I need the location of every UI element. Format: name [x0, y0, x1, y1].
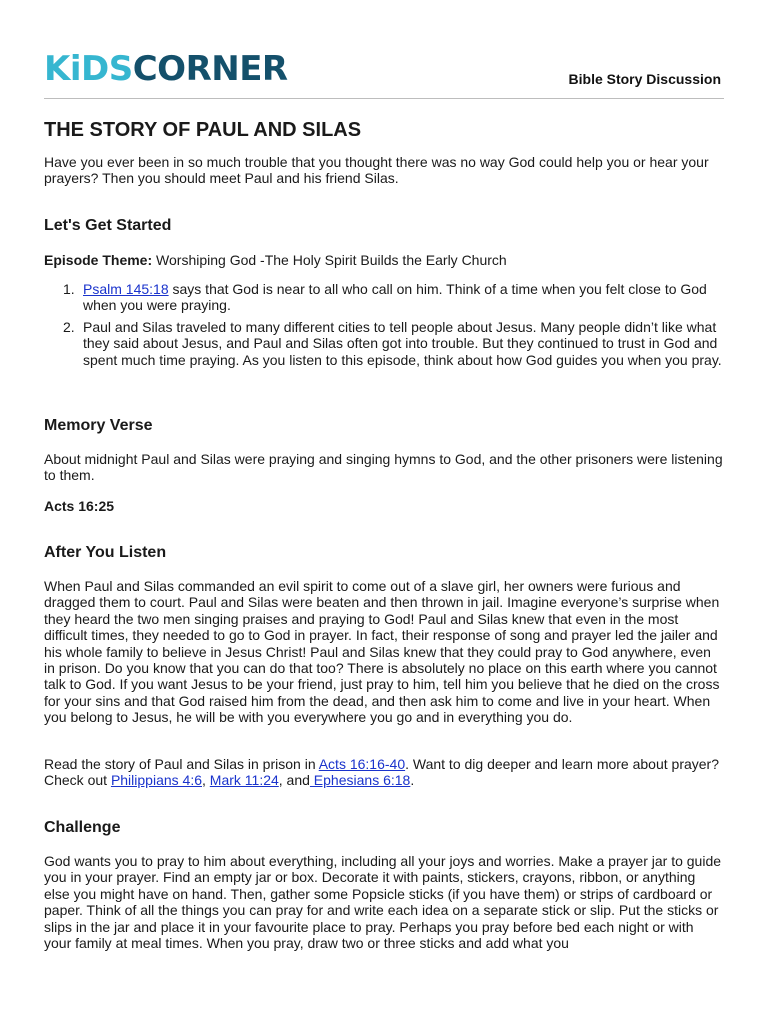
- logo-part-corner: CORNER: [132, 49, 288, 89]
- section-heading-lets-get-started: Let's Get Started: [44, 217, 172, 234]
- section-heading-challenge: Challenge: [44, 819, 121, 836]
- list-item-body: says that God is near to all who call on him. Think of a time when you felt close to God when you were praying.: [83, 281, 707, 314]
- document-page: [44, 0, 724, 952]
- episode-theme: [44, 252, 724, 268]
- section-heading-after-you-listen: After You Listen: [44, 544, 167, 561]
- philippians-link[interactable]: Philippians 4:6: [110, 772, 202, 789]
- after-listen-paragraph: When Paul and Silas commanded an evil spirit to come out of a slave girl, her owners were furious and dragged them to court. Paul and Silas were beaten and then thrown in jail. Imagine everyone’s surprise when they heard the two men singing praises and praying to God! Paul and Silas knew that even in the most difficult times, they needed to go to God in prayer. In fact, their response of song and prayer led the jailer and his whole family to believe in Jesus Christ! Paul and Silas knew that they could pray to God anywhere, even in prison. Do you know that you can do that too? There is absolutely no place on this earth where you cannot talk to God. If you want Jesus to be your friend, just pray to him, tell him you believe that he died on the cross for your sins and that God raised him from the dead, and then ask him to come and live in your heart. When you belong to Jesus, he will be with you everywhere you go and in everything you do.: [44, 578, 720, 726]
- list-item-text: [83, 281, 724, 314]
- header-subtitle: Bible Story Discussion: [568, 71, 721, 87]
- further-reading-text: . Want to dig deeper and learn more about prayer? Check out: [44, 756, 720, 789]
- separator-text: , and: [278, 772, 310, 789]
- memory-verse-text: About midnight Paul and Silas were praying and singing hymns to God, and the other prisoners were listening to them.: [44, 451, 723, 484]
- challenge-paragraph: God wants you to pray to him about everything, including all your joys and worries. Make a prayer jar to guide you in your prayer. Find an empty jar or box. Decorate it with paints, stickers, crayons, ribbon, or anything else you might have on hand. Then, gather some Popsicle sticks (if you have them) or strips of cardboard or paper. Think of all the things you can pray for and write each idea on a separate stick or slip. Put the sticks or slips in the jar and place it in your favourite place to pray. Perhaps you pray before bed each night or with your family at meal times. When you pray, draw two or three sticks and add what you: [44, 853, 722, 952]
- further-reading-text: Read the story of Paul and Silas in prison in: [44, 756, 319, 772]
- list-item-text: Paul and Silas traveled to many different cities to tell people about Jesus. Many people didn’t like what they said about Jesus, and Paul and Silas often got into trouble. But they continued to trust in God and spent much time praying. As you listen to this episode, think about how God guides you when you pray.: [83, 318, 722, 368]
- mark-link[interactable]: Mark 11:24: [209, 772, 279, 789]
- kids-corner-logo: [44, 50, 288, 88]
- acts-link[interactable]: Acts 16:16-40: [318, 756, 406, 772]
- ephesians-link[interactable]: Ephesians 6:18: [309, 772, 411, 789]
- list-item: [44, 319, 724, 368]
- section-heading-memory-verse: Memory Verse: [44, 417, 153, 434]
- intro-paragraph: Have you ever been in so much trouble that you thought there was no way God could help you or hear your prayers? Then you should meet Paul and his friend Silas.: [44, 154, 709, 187]
- page-header: [44, 0, 724, 99]
- page-title: THE STORY OF PAUL AND SILAS: [44, 119, 362, 141]
- discussion-list: [44, 281, 724, 373]
- logo-part-kids: KiDS: [44, 49, 133, 89]
- list-item-number: 2.: [63, 318, 75, 335]
- list-item-number: 1.: [63, 281, 75, 297]
- episode-theme-text: Worshiping God -The Holy Spirit Builds the Early Church: [152, 252, 507, 268]
- psalm-link[interactable]: Psalm 145:18: [83, 281, 169, 297]
- further-reading-paragraph: [44, 756, 724, 789]
- episode-theme-label: Episode Theme:: [44, 252, 153, 268]
- separator-text: ,: [202, 772, 210, 789]
- further-reading-end: .: [410, 772, 415, 789]
- memory-verse-reference: Acts 16:25: [44, 498, 115, 514]
- list-item: [44, 281, 724, 314]
